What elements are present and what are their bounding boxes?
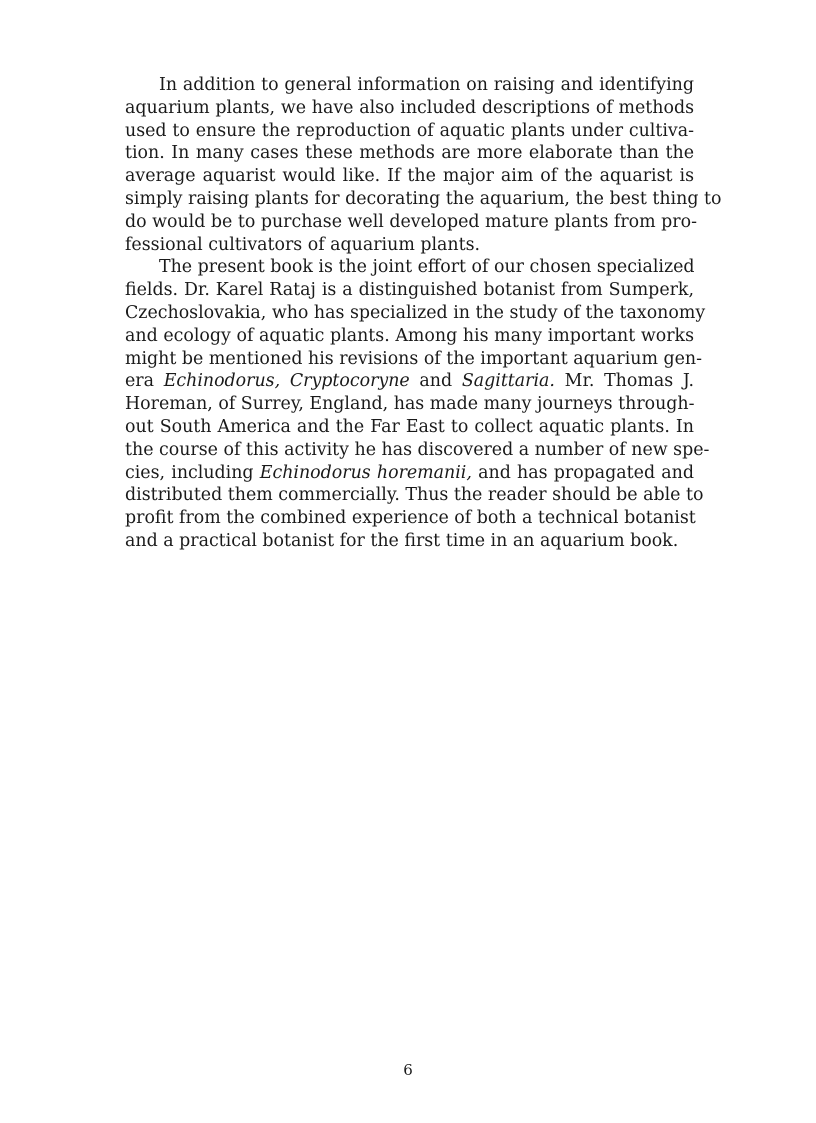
text-line (125, 74, 694, 97)
text-line (125, 120, 694, 143)
text-line (125, 439, 710, 462)
text-segment: average aquarist would like. If the major aim of the aquarist is (125, 166, 694, 187)
text-line (125, 302, 706, 325)
page-number: 6 (403, 1061, 413, 1079)
text-segment: and ecology of aquatic plants. Among his many important works (125, 325, 694, 346)
text-segment: Czechoslovakia, who has specialized in the study of the taxonomy (125, 302, 706, 323)
italic-text: Echinodorus, Cryptocoryne (163, 371, 410, 392)
text-segment: do would be to purchase well developed mature plants from pro- (125, 211, 697, 232)
text-segment: tion. In many cases these methods are more elaborate than the (125, 143, 694, 164)
text-segment: and has propagated and (471, 462, 694, 483)
text-line (125, 416, 694, 439)
text-line (125, 211, 697, 234)
text-segment: and (409, 371, 462, 392)
text-segment: The present book is the joint effort of our chosen specialized (159, 257, 695, 278)
text-segment: out South America and the Far East to collect aquatic plants. In (125, 416, 694, 437)
text-line (125, 256, 694, 279)
text-line (125, 462, 694, 485)
text-segment: In addition to general information on raising and identifying (159, 75, 694, 95)
text-line (125, 165, 694, 188)
text-line (125, 279, 694, 302)
italic-text: Sagittaria. (461, 371, 555, 392)
text-line (125, 97, 694, 120)
text-segment: aquarium plants, we have also included descriptions of methods (125, 97, 694, 118)
text-line (125, 370, 694, 393)
paragraph (125, 256, 710, 552)
text-segment: cies, including (125, 462, 260, 483)
italic-text: Echinodorus horemanii, (259, 462, 472, 483)
text-segment: used to ensure the reproduction of aquatic plants under cultiva- (125, 120, 694, 141)
text-line (125, 393, 694, 416)
text-line (125, 530, 694, 553)
text-segment: fessional cultivators of aquarium plants. (125, 234, 481, 255)
text-segment: Mr. Thomas J. (554, 371, 694, 392)
text-line (125, 325, 694, 348)
text-line (125, 234, 694, 257)
text-line (125, 507, 694, 530)
text-line (125, 188, 722, 211)
paragraph (125, 74, 722, 256)
text-segment: fields. Dr. Karel Rataj is a distinguished botanist from Sumperk, (125, 280, 694, 301)
text-line (125, 348, 702, 371)
text-segment: simply raising plants for decorating the aquarium, the best thing to (125, 188, 722, 209)
text-segment: the course of this activity he has discovered a number of new spe- (125, 439, 710, 460)
body-text (125, 74, 722, 553)
text-segment: and a practical botanist for the first time in an aquarium book. (125, 530, 679, 551)
text-line (125, 142, 694, 165)
text-line (125, 484, 704, 507)
text-segment: distributed them commercially. Thus the reader should be able to (125, 485, 704, 506)
text-segment: Horeman, of Surrey, England, has made many journeys through- (125, 394, 695, 415)
text-segment: profit from the combined experience of both a technical botanist (125, 508, 696, 529)
text-segment: era (125, 371, 164, 392)
text-segment: might be mentioned his revisions of the important aquarium gen- (125, 348, 702, 369)
